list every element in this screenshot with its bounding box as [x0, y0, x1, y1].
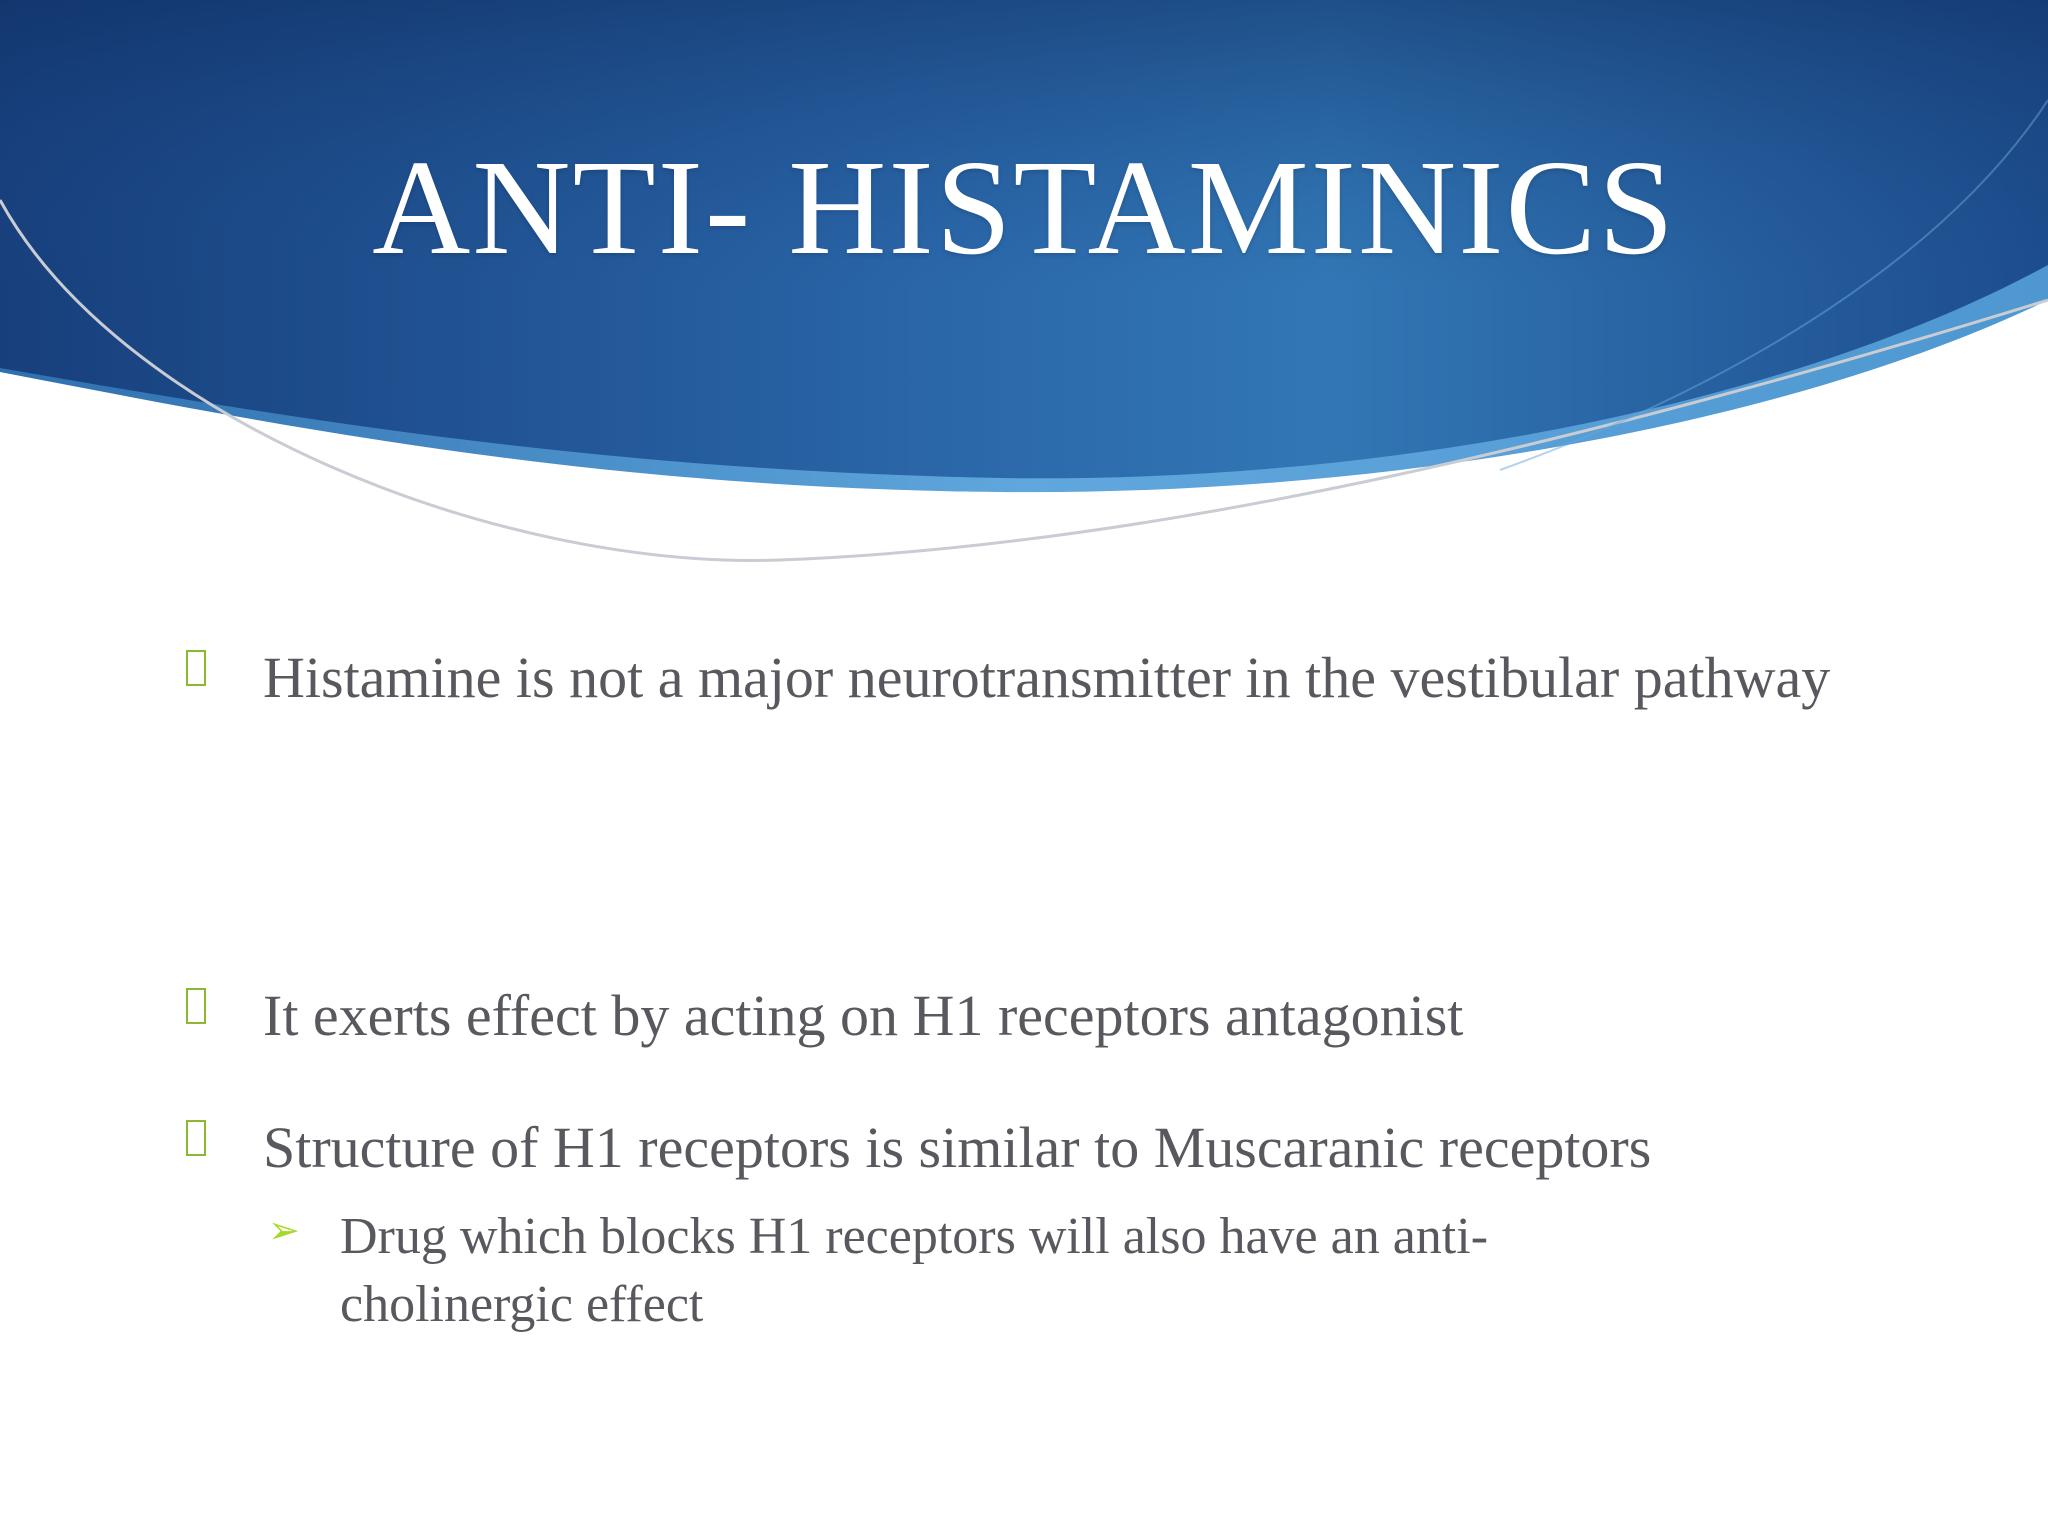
bullet-box-icon: [186, 1120, 206, 1156]
arrow-bullet-icon: ➢: [268, 1208, 300, 1252]
bullet-box-icon: [186, 988, 206, 1024]
bullet-text: Histamine is not a major neurotransmitter in the vestibular pathway: [263, 645, 1831, 710]
slide-title: ANTI- HISTAMINICS: [372, 133, 1676, 283]
sub-bullet-text: Drug which blocks H1 receptors will also have an anti-cholinergic effect: [340, 1208, 1489, 1333]
bullet-text: It exerts effect by acting on H1 receptors antagonist: [263, 983, 1464, 1048]
bullet-box-icon: [186, 650, 206, 686]
bullet-text: Structure of H1 receptors is similar to Muscaranic receptors: [263, 1115, 1652, 1180]
